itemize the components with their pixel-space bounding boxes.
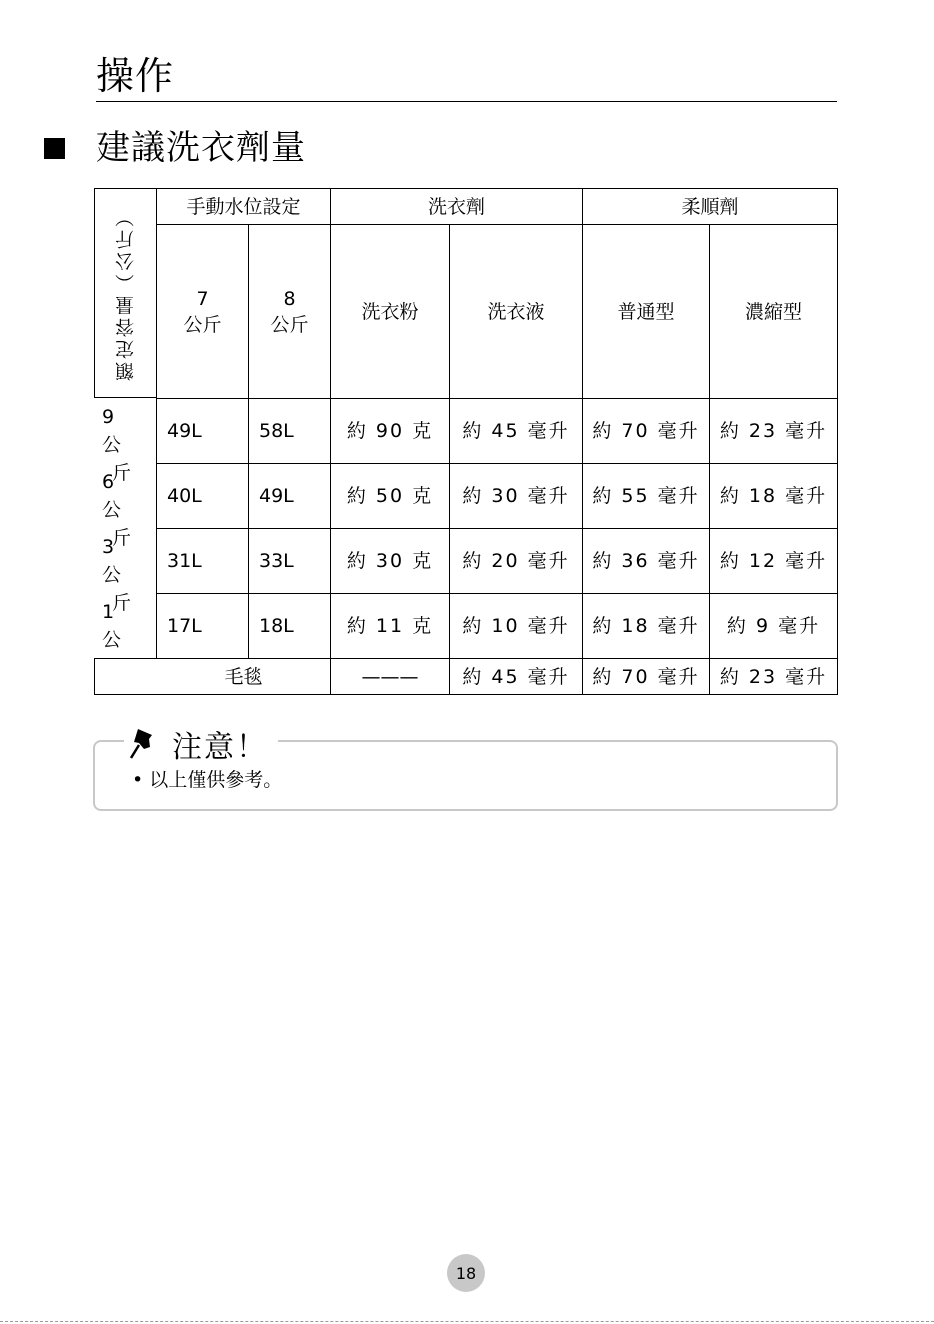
cell-concentrated: 約 18 毫升 bbox=[709, 463, 838, 529]
header-powder: 洗衣粉 bbox=[330, 224, 450, 399]
header-concentrated: 濃縮型 bbox=[709, 224, 838, 399]
row-capacity-unit: 斤 bbox=[112, 462, 132, 484]
row-capacity-num: 9 公 bbox=[102, 406, 128, 456]
cell-8kg: 33L bbox=[248, 528, 331, 594]
cell-blanket-regular: 約 70 毫升 bbox=[582, 658, 710, 695]
row-capacity-num: 6 公 bbox=[102, 471, 128, 521]
note-item: • 以上僅供參考。 bbox=[132, 769, 283, 791]
header-8kg: 8 公斤 bbox=[248, 224, 331, 399]
cell-concentrated: 約 23 毫升 bbox=[709, 398, 838, 464]
pushpin-icon bbox=[128, 727, 158, 761]
cell-powder: 約 90 克 bbox=[330, 398, 450, 464]
header-7kg: 7 公斤 bbox=[156, 224, 249, 399]
row-capacity-num: 3 公 bbox=[102, 536, 128, 586]
section-title: 操作 bbox=[96, 54, 175, 98]
cell-regular: 約 18 毫升 bbox=[582, 593, 710, 659]
cell-concentrated: 約 12 毫升 bbox=[709, 528, 838, 594]
row-capacity-unit: 斤 bbox=[112, 592, 132, 614]
sub-title: 建議洗衣劑量 bbox=[96, 128, 306, 168]
note-header bbox=[124, 724, 278, 764]
cell-regular: 約 55 毫升 bbox=[582, 463, 710, 529]
capacity-header bbox=[94, 188, 157, 398]
cell-liquid: 約 30 毫升 bbox=[449, 463, 583, 529]
cell-7kg: 17L bbox=[156, 593, 249, 659]
cell-blanket-liquid: 約 45 毫升 bbox=[449, 658, 583, 695]
cell-blanket-label: 毛毯 bbox=[94, 658, 331, 695]
row-capacity-num: 1 公 bbox=[102, 601, 128, 651]
cell-powder: 約 30 克 bbox=[330, 528, 450, 594]
cell-7kg: 49L bbox=[156, 398, 249, 464]
cell-liquid: 約 10 毫升 bbox=[449, 593, 583, 659]
cell-8kg: 49L bbox=[248, 463, 331, 529]
header-softener: 柔順劑 bbox=[582, 188, 838, 225]
cell-regular: 約 36 毫升 bbox=[582, 528, 710, 594]
cell-powder: 約 11 克 bbox=[330, 593, 450, 659]
cell-8kg: 58L bbox=[248, 398, 331, 464]
cell-powder: 約 50 克 bbox=[330, 463, 450, 529]
header-liquid: 洗衣液 bbox=[449, 224, 583, 399]
header-manual-water: 手動水位設定 bbox=[156, 188, 331, 225]
note-title: 注意！ bbox=[172, 730, 268, 765]
capacity-header-label: 額定容量（公斤） bbox=[115, 205, 137, 381]
cell-regular: 約 70 毫升 bbox=[582, 398, 710, 464]
cell-blanket-concentrated: 約 23 毫升 bbox=[709, 658, 838, 695]
cell-7kg: 31L bbox=[156, 528, 249, 594]
cell-concentrated: 約 9 毫升 bbox=[709, 593, 838, 659]
header-regular: 普通型 bbox=[582, 224, 710, 399]
row-capacity-unit: 斤 bbox=[112, 527, 132, 549]
page-number: 18 bbox=[447, 1254, 485, 1292]
cell-liquid: 約 45 毫升 bbox=[449, 398, 583, 464]
cell-8kg: 18L bbox=[248, 593, 331, 659]
header-detergent: 洗衣劑 bbox=[330, 188, 583, 225]
bottom-divider bbox=[0, 1321, 934, 1322]
cell-7kg: 40L bbox=[156, 463, 249, 529]
cell-blanket-powder: ——— bbox=[330, 658, 450, 695]
cell-liquid: 約 20 毫升 bbox=[449, 528, 583, 594]
